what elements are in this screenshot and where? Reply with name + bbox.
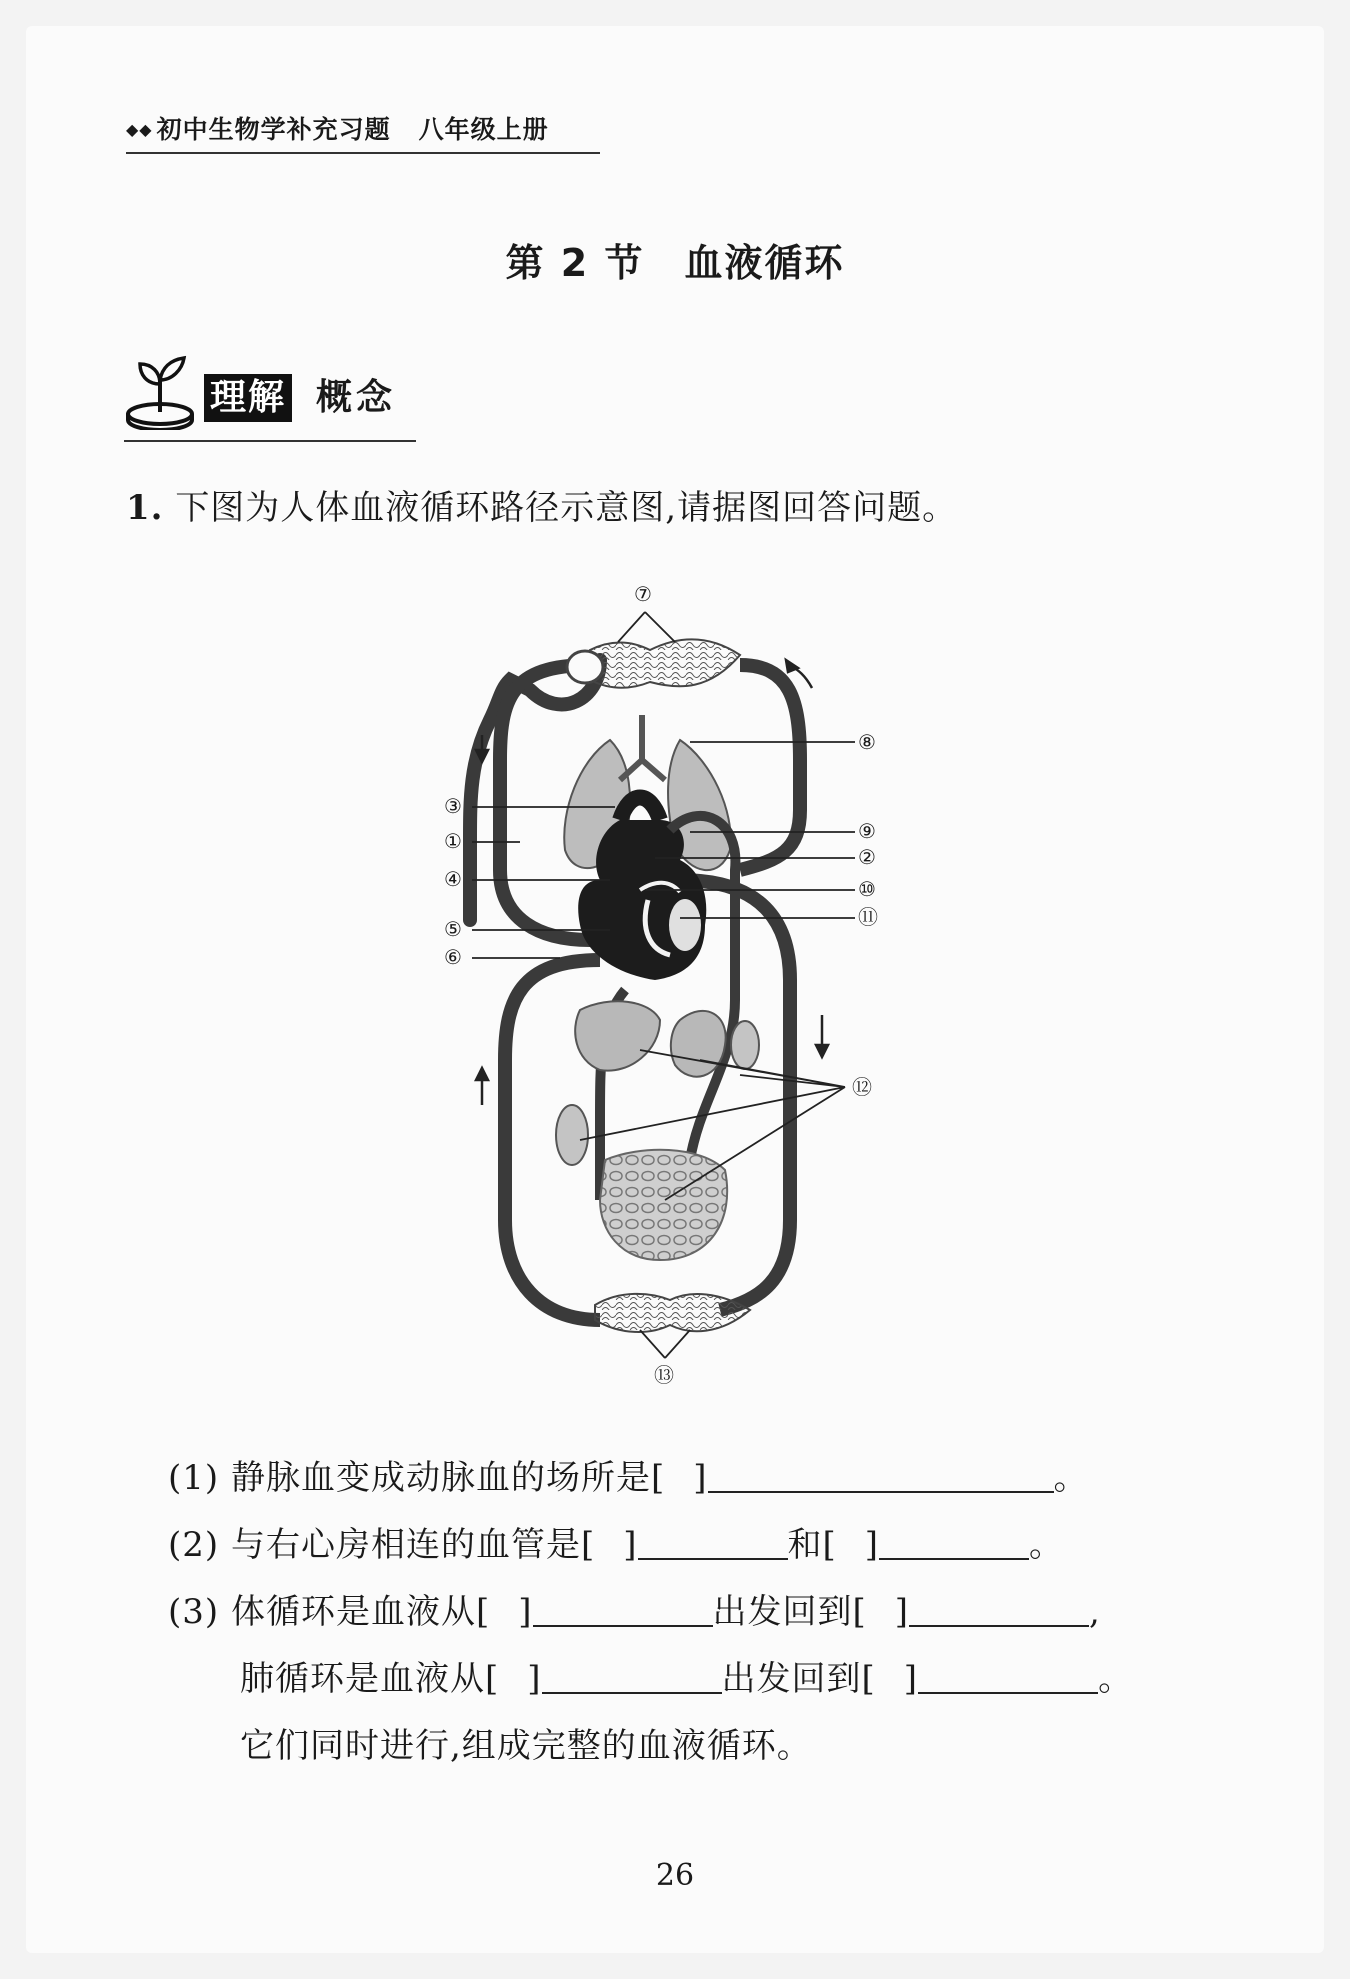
subquestion-2: (2) 与右心房相连的血管是[ ] 和[ ] 。 bbox=[168, 1525, 1065, 1565]
subquestion-3a: (3) 体循环是血液从[ ] 出发回到[ ] , bbox=[168, 1592, 1101, 1632]
question-number: 1. bbox=[126, 488, 164, 528]
subquestion-3b: 肺循环是血液从[ ] 出发回到[ ] 。 bbox=[240, 1659, 1134, 1699]
question-text: 下图为人体血液循环路径示意图,请据图回答问题。 bbox=[175, 488, 958, 528]
answer-blank[interactable] bbox=[533, 1595, 713, 1627]
subquestion-1: (1) 静脉血变成动脉血的场所是[ ] 。 bbox=[168, 1458, 1089, 1498]
label-7: ⑦ bbox=[634, 582, 652, 606]
answer-blank[interactable] bbox=[918, 1662, 1098, 1694]
label-4: ④ bbox=[444, 867, 462, 891]
label-12: ⑫ bbox=[852, 1075, 872, 1099]
label-8: ⑧ bbox=[858, 730, 876, 754]
answer-blank[interactable] bbox=[879, 1528, 1029, 1560]
body-capillaries bbox=[595, 1294, 750, 1332]
label-6: ⑥ bbox=[444, 945, 462, 969]
answer-blank[interactable] bbox=[638, 1528, 788, 1560]
grade-label: 八年级上册 bbox=[418, 115, 549, 144]
page-number: 26 bbox=[655, 1858, 695, 1893]
subquestion-3c: 它们同时进行,组成完整的血液循环。 bbox=[240, 1726, 812, 1766]
pulmonary-vessel-right bbox=[740, 665, 800, 870]
label-13: ⑬ bbox=[654, 1363, 674, 1387]
label-2: ② bbox=[858, 845, 876, 869]
section-title: 第 2 节 血液循环 bbox=[505, 241, 845, 285]
label-9: ⑨ bbox=[858, 819, 876, 843]
answer-blank[interactable] bbox=[542, 1662, 722, 1694]
label-1: ① bbox=[444, 829, 462, 853]
answer-blank[interactable] bbox=[909, 1595, 1089, 1627]
concept-highlight: 理解 bbox=[204, 374, 292, 422]
label-3: ③ bbox=[444, 794, 462, 818]
label-5: ⑤ bbox=[444, 917, 462, 941]
label-10: ⑩ bbox=[858, 877, 876, 901]
book-title: 初中生物学补充习题 bbox=[156, 115, 391, 144]
answer-blank[interactable] bbox=[708, 1461, 1054, 1493]
lung-capillaries bbox=[567, 639, 740, 687]
diamond-icon: ◆◆ bbox=[126, 120, 153, 139]
concept-rest: 概念 bbox=[316, 377, 397, 418]
label-11: ⑪ bbox=[858, 905, 878, 929]
